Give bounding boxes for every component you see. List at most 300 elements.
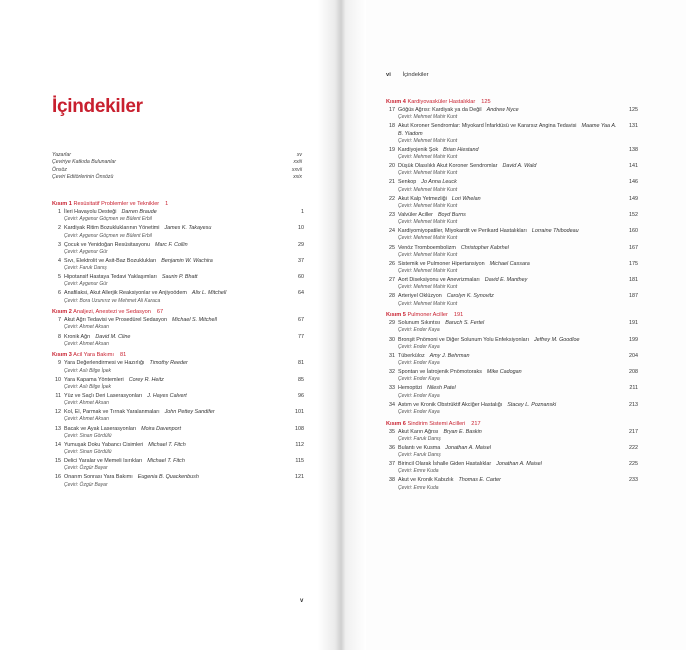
chapter-line bbox=[64, 290, 286, 297]
front-matter-item bbox=[52, 174, 302, 181]
section-page: 217 bbox=[471, 420, 481, 427]
chapter-translator: Çeviri: Emre Kuda bbox=[398, 468, 439, 475]
chapter-number: 38 bbox=[389, 477, 395, 484]
chapter-page: 213 bbox=[629, 401, 638, 408]
chapter-line bbox=[398, 461, 620, 468]
toc-entry bbox=[52, 409, 304, 423]
chapter-author: Saurin P. Bhatt bbox=[161, 274, 198, 281]
chapter-translator: Çeviri: Mehmet Mahir Kunt bbox=[398, 137, 458, 144]
chapter-page: 121 bbox=[295, 474, 304, 481]
chapter-line bbox=[398, 179, 620, 186]
toc-entry bbox=[386, 320, 638, 334]
toc-section bbox=[386, 98, 638, 307]
chapter-author: Timothy Reeder bbox=[149, 360, 188, 367]
section-label: Kısım 1 bbox=[52, 201, 72, 207]
chapter-number: 11 bbox=[55, 392, 61, 399]
front-matter-page: xxvii bbox=[291, 166, 302, 173]
chapter-line bbox=[64, 360, 286, 367]
chapter-number: 36 bbox=[389, 444, 395, 451]
left-toc-column bbox=[52, 200, 304, 492]
chapter-number: 2 bbox=[58, 225, 61, 232]
chapter-translator: Çeviri: Aygenur Gür bbox=[64, 281, 108, 288]
toc-entry bbox=[52, 317, 304, 331]
chapter-line bbox=[64, 242, 286, 249]
chapter-number: 19 bbox=[389, 146, 395, 153]
chapter-title: Kardiyak Ritim Bozukluklarının Yönetimi bbox=[64, 225, 160, 232]
toc-entry bbox=[52, 442, 304, 456]
book-gutter bbox=[318, 0, 366, 650]
chapter-translator: Çeviri: Emre Kuda bbox=[398, 484, 439, 491]
chapter-translator: Çeviri: Mehmet Mahir Kunt bbox=[398, 235, 458, 242]
chapter-line bbox=[64, 209, 286, 216]
chapter-page: 29 bbox=[298, 241, 304, 248]
chapter-author: Darren Braude bbox=[121, 209, 157, 215]
chapter-author: Nilesh Patel bbox=[426, 385, 456, 392]
section-heading bbox=[386, 311, 638, 319]
chapter-number: 30 bbox=[389, 336, 395, 343]
chapter-translator: Çeviri: Mehmet Mahir Kunt bbox=[398, 300, 458, 307]
chapter-author: Jonathan A. Maisel bbox=[496, 461, 542, 468]
chapter-number: 24 bbox=[389, 228, 395, 235]
section-page: 191 bbox=[453, 312, 464, 319]
toc-entry bbox=[386, 461, 638, 475]
chapter-number: 4 bbox=[58, 257, 61, 264]
chapter-title: Akut Koroner Sendromlar: Miyokard İnfarktüsü ve Kararsız Angina Tedavisi bbox=[398, 123, 577, 130]
chapter-translator: Çeviri: Aslı Bilge İpek bbox=[64, 367, 112, 374]
chapter-translator: Çeviri: Ahmet Aksan bbox=[64, 416, 109, 423]
toc-section bbox=[52, 200, 304, 304]
toc-entry bbox=[52, 360, 304, 374]
section-page: 1 bbox=[165, 201, 169, 207]
chapter-author: David M. Cline bbox=[95, 333, 131, 340]
chapter-title: Yüz ve Saçlı Deri Laserasyonları bbox=[64, 392, 143, 399]
chapter-number: 33 bbox=[389, 385, 395, 392]
chapter-author: Michael T. Fitch bbox=[147, 458, 185, 465]
chapter-author: Corey R. Heitz bbox=[128, 376, 164, 383]
chapter-page: 141 bbox=[629, 163, 638, 170]
chapter-translator: Çeviri: Mehmet Mahir Kunt bbox=[398, 284, 458, 291]
toc-entry bbox=[386, 212, 638, 226]
toc-entry bbox=[386, 385, 638, 399]
chapter-title: Arteriyel Oklüzyon bbox=[398, 293, 442, 300]
chapter-author: Baruch S. Fertel bbox=[445, 320, 485, 327]
chapter-title: Bulantı ve Kusma bbox=[398, 444, 441, 451]
chapter-title: Astım ve Kronik Obstrüktif Akciğer Hastalığı bbox=[398, 401, 503, 408]
chapter-title: Düşük Olasılıklı Akut Koroner Sendromlar bbox=[398, 163, 498, 170]
chapter-number: 18 bbox=[389, 123, 395, 130]
running-title: İçindekiler bbox=[402, 72, 429, 78]
chapter-number: 20 bbox=[389, 163, 395, 170]
chapter-line bbox=[398, 429, 620, 436]
chapter-number: 17 bbox=[389, 107, 395, 113]
chapter-author: Moira Davenport bbox=[141, 425, 181, 432]
chapter-translator: Çeviri: Ender Kaya bbox=[398, 360, 440, 367]
chapter-line bbox=[398, 212, 620, 219]
chapter-translator: Çeviri: Mehmet Mahir Kunt bbox=[398, 202, 458, 209]
chapter-author: Eugenia B. Quackenbush bbox=[137, 474, 199, 481]
chapter-number: 7 bbox=[58, 317, 61, 324]
toc-section bbox=[52, 308, 304, 347]
chapter-author: James K. Takayesu bbox=[164, 225, 212, 232]
toc-entry bbox=[52, 258, 304, 272]
section-title: Acil Yara Bakımı bbox=[73, 352, 114, 359]
chapter-number: 37 bbox=[389, 461, 395, 468]
section-page: 67 bbox=[156, 309, 164, 316]
chapter-page: 225 bbox=[629, 461, 638, 468]
chapter-translator: Çeviri: Mehmet Mahir Kunt bbox=[398, 170, 458, 177]
chapter-page: 152 bbox=[629, 211, 638, 218]
chapter-author: John Pettey Sandifer bbox=[164, 409, 215, 416]
chapter-line bbox=[398, 477, 620, 484]
chapter-title: Kol, El, Parmak ve Tırnak Yaralanmaları bbox=[64, 409, 160, 416]
chapter-page: 138 bbox=[629, 146, 638, 153]
chapter-author: Brian Hiestand bbox=[443, 146, 479, 153]
chapter-translator: Çeviri: Faruk Danış bbox=[398, 452, 441, 459]
chapter-number: 13 bbox=[55, 425, 61, 432]
chapter-title: Yara Değerlendirmesi ve Hazırlığı bbox=[64, 360, 145, 367]
chapter-title: Senkop bbox=[398, 179, 417, 186]
chapter-number: 23 bbox=[389, 211, 395, 218]
chapter-page: 67 bbox=[298, 317, 304, 324]
toc-section bbox=[386, 311, 638, 415]
front-matter-item bbox=[52, 152, 302, 159]
toc-entry bbox=[386, 337, 638, 351]
chapter-author: Thomas E. Carter bbox=[458, 477, 501, 484]
chapter-title: Sıvı, Elektrolit ve Asit-Baz Bozuklukları bbox=[64, 257, 157, 264]
toc-entry bbox=[386, 107, 638, 121]
chapter-translator: Çeviri: Aygenur Göçmen ve Bülent Erbil bbox=[64, 232, 152, 239]
chapter-translator: Çeviri: Ender Kaya bbox=[398, 327, 440, 334]
chapter-number: 31 bbox=[389, 352, 395, 359]
toc-entry bbox=[386, 196, 638, 210]
chapter-number: 6 bbox=[58, 290, 61, 297]
chapter-line bbox=[398, 277, 620, 284]
chapter-page: 233 bbox=[629, 477, 638, 484]
section-label: Kısım 4 bbox=[386, 99, 406, 105]
chapter-translator: Çeviri: Sinan Gördülü bbox=[64, 449, 112, 456]
front-matter-title: Önsöz bbox=[52, 166, 67, 173]
chapter-line bbox=[64, 474, 286, 481]
chapter-translator: Çeviri: Mehmet Mahir Kunt bbox=[398, 154, 458, 160]
chapter-page: 125 bbox=[629, 107, 638, 113]
chapter-title: Sistemik ve Pulmoner Hipertansiyon bbox=[398, 260, 485, 267]
chapter-author: Andrew Nyce bbox=[486, 107, 519, 113]
chapter-line bbox=[64, 393, 286, 400]
section-label: Kısım 2 bbox=[52, 309, 72, 316]
section-page: 81 bbox=[119, 352, 127, 359]
toc-entry bbox=[386, 261, 638, 275]
section-title: Resüsitatif Problemler ve Teknikler bbox=[73, 201, 160, 207]
chapter-page: 64 bbox=[298, 290, 304, 297]
chapter-page: 101 bbox=[295, 409, 304, 416]
toc-entry bbox=[386, 353, 638, 367]
front-matter-item bbox=[52, 159, 302, 166]
chapter-title: Delici Yaralar ve Memeli Isırıkları bbox=[64, 458, 143, 465]
chapter-line bbox=[64, 377, 286, 384]
chapter-page: 211 bbox=[629, 385, 638, 392]
chapter-title: Venöz Tromboembolizm bbox=[398, 244, 456, 251]
chapter-title: Çocuk ve Yenidoğan Resüsitasyonu bbox=[64, 241, 151, 248]
chapter-line bbox=[398, 163, 620, 170]
chapter-author: David A. Wald bbox=[502, 163, 537, 170]
toc-entry bbox=[386, 477, 638, 491]
chapter-author: Boyd Burns bbox=[437, 211, 466, 218]
chapter-number: 25 bbox=[389, 244, 395, 251]
chapter-title: Spontan ve İatrojenik Pnömotoraks bbox=[398, 369, 482, 376]
chapter-number: 15 bbox=[55, 458, 61, 465]
section-heading bbox=[52, 308, 304, 316]
section-heading bbox=[386, 420, 638, 428]
chapter-author: Michael Cassara bbox=[489, 260, 530, 267]
chapter-line bbox=[398, 228, 620, 235]
chapter-line bbox=[398, 293, 620, 300]
page-number-left: v bbox=[300, 598, 304, 604]
chapter-page: 204 bbox=[629, 352, 638, 359]
chapter-title: Göğüs Ağrısı: Kardiyak ya da Değil bbox=[398, 107, 482, 113]
chapter-title: Solunum Sıkıntısı bbox=[398, 320, 441, 327]
toc-entry bbox=[386, 179, 638, 193]
chapter-page: 217 bbox=[629, 428, 638, 435]
chapter-translator: Çeviri: Ender Kaya bbox=[398, 408, 440, 415]
toc-entry bbox=[52, 334, 304, 348]
chapter-page: 108 bbox=[295, 425, 304, 432]
chapter-title: Onarım Sonrası Yara Bakımı bbox=[64, 474, 133, 481]
front-matter-page: xxix bbox=[293, 174, 302, 181]
chapter-number: 29 bbox=[389, 320, 395, 327]
chapter-page: 37 bbox=[298, 257, 304, 264]
chapter-title: Yumuşak Doku Yabancı Cisimleri bbox=[64, 441, 144, 448]
chapter-line bbox=[64, 442, 286, 449]
front-matter-title: Çeviriye Katkıda Bulunanlar bbox=[52, 159, 117, 166]
chapter-page: 160 bbox=[629, 228, 638, 235]
chapter-number: 28 bbox=[389, 293, 395, 300]
chapter-author: Stacey L. Poznanski bbox=[507, 401, 557, 408]
chapter-translator: Çeviri: Aslı Bilge İpek bbox=[64, 383, 112, 390]
chapter-translator: Çeviri: Özgür Bayar bbox=[64, 481, 108, 488]
chapter-title: Kardiyomiyopatiler, Miyokardit ve Perikard Hastalıkları bbox=[398, 228, 527, 235]
chapter-title: Kronik Ağrı bbox=[64, 333, 91, 340]
chapter-translator: Çeviri: Ender Kaya bbox=[398, 376, 440, 383]
chapter-line bbox=[64, 225, 286, 232]
front-matter-title: Çeviri Editörlerinin Önsözü bbox=[52, 174, 114, 181]
chapter-line bbox=[64, 258, 286, 265]
section-heading bbox=[52, 351, 304, 359]
chapter-page: 131 bbox=[629, 123, 638, 130]
chapter-number: 16 bbox=[55, 474, 61, 481]
chapter-line bbox=[64, 274, 286, 281]
chapter-number: 27 bbox=[389, 277, 395, 284]
chapter-line bbox=[398, 123, 620, 137]
chapter-author: Mike Cadogan bbox=[486, 369, 522, 376]
chapter-author: Maame Yaa A. B. Yiadom bbox=[398, 123, 617, 137]
chapter-page: 81 bbox=[298, 360, 304, 367]
chapter-title: Aort Diseksiyonu ve Anevrizmaları bbox=[398, 277, 480, 284]
chapter-author: Michael T. Fitch bbox=[148, 441, 186, 448]
chapter-page: 191 bbox=[629, 320, 638, 327]
chapter-number: 32 bbox=[389, 369, 395, 376]
toc-entry bbox=[52, 393, 304, 407]
chapter-number: 3 bbox=[58, 241, 61, 248]
chapter-title: Tüberküloz bbox=[398, 352, 425, 359]
toc-entry bbox=[386, 293, 638, 307]
chapter-translator: Çeviri: Mehmet Mahir Kunt bbox=[398, 268, 458, 275]
chapter-number: 8 bbox=[58, 333, 61, 340]
chapter-translator: Çeviri: Mehmet Mahir Kunt bbox=[398, 114, 458, 121]
chapter-page: 149 bbox=[629, 195, 638, 202]
chapter-number: 10 bbox=[55, 376, 61, 383]
toc-entry bbox=[386, 402, 638, 416]
toc-entry bbox=[386, 445, 638, 459]
chapter-translator: Çeviri: Ahmet Aksan bbox=[64, 324, 109, 331]
chapter-line bbox=[398, 245, 620, 252]
chapter-page: 181 bbox=[629, 277, 638, 284]
chapter-translator: Çeviri: Ahmet Aksan bbox=[64, 400, 109, 407]
chapter-line bbox=[398, 261, 620, 268]
chapter-line bbox=[64, 426, 286, 433]
chapter-translator: Çeviri: Mehmet Mahir Kunt bbox=[398, 219, 458, 226]
running-header bbox=[386, 72, 429, 78]
chapter-title: Bacak ve Ayak Laserasyonları bbox=[64, 425, 137, 432]
toc-entry bbox=[386, 369, 638, 383]
chapter-author: Carolyn K. Synovitz bbox=[446, 293, 494, 300]
chapter-author: Jeffrey M. Goodloe bbox=[533, 336, 580, 343]
chapter-translator: Çeviri: Bora Uzunırız ve Mehmet Ali Karaca bbox=[64, 297, 161, 304]
page-number-right: vi bbox=[386, 72, 391, 78]
chapter-number: 12 bbox=[55, 409, 61, 416]
chapter-line bbox=[398, 107, 620, 114]
chapter-translator: Çeviri: Özgür Bayar bbox=[64, 465, 108, 472]
chapter-title: Birincil Olarak İshalle Giden Hastalıklar bbox=[398, 461, 492, 468]
chapter-line bbox=[64, 317, 286, 324]
toc-entry bbox=[52, 426, 304, 440]
chapter-translator: Çeviri: Mehmet Mahir Kunt bbox=[398, 251, 458, 258]
toc-entry bbox=[52, 290, 304, 304]
toc-entry bbox=[386, 429, 638, 443]
chapter-page: 222 bbox=[629, 444, 638, 451]
chapter-translator: Çeviri: Faruk Danış bbox=[64, 265, 107, 272]
chapter-title: Kardiyojenik Şok bbox=[398, 146, 439, 153]
chapter-page: 10 bbox=[298, 225, 304, 232]
chapter-title: Akut Karın Ağrısı bbox=[398, 428, 439, 435]
chapter-page: 115 bbox=[295, 458, 304, 465]
chapter-author: Bryan E. Baskin bbox=[443, 428, 482, 435]
chapter-number: 21 bbox=[389, 179, 395, 186]
chapter-page: 146 bbox=[629, 179, 638, 186]
toc-entry bbox=[386, 123, 638, 144]
chapter-line bbox=[398, 337, 620, 344]
chapter-line bbox=[398, 147, 620, 154]
chapter-page: 112 bbox=[295, 441, 304, 448]
chapter-line bbox=[398, 369, 620, 376]
toc-section bbox=[386, 420, 638, 492]
chapter-page: 96 bbox=[298, 392, 304, 399]
chapter-page: 167 bbox=[629, 244, 638, 251]
page-title: İçindekiler bbox=[52, 96, 143, 117]
chapter-number: 35 bbox=[389, 428, 395, 435]
chapter-page: 199 bbox=[629, 336, 638, 343]
chapter-title: Akut Ağrı Tedavisi ve Prosedürel Sedasyon bbox=[64, 317, 167, 324]
toc-section bbox=[52, 351, 304, 488]
chapter-title: Bronşit Pnömoni ve Diğer Solunum Yolu Enfeksiyonları bbox=[398, 336, 529, 343]
toc-entry bbox=[52, 458, 304, 472]
chapter-author: Michael S. Mitchell bbox=[171, 317, 217, 324]
chapter-line bbox=[64, 409, 286, 416]
toc-entry bbox=[52, 377, 304, 391]
chapter-translator: Çeviri: Ender Kaya bbox=[398, 392, 440, 399]
left-page bbox=[0, 0, 338, 650]
chapter-author: Lori Whelan bbox=[451, 195, 481, 202]
chapter-translator: Çeviri: Mehmet Mahir Kunt bbox=[398, 186, 458, 193]
chapter-title: Akut Kalp Yetmezliği bbox=[398, 195, 447, 202]
chapter-author: Christopher Kabrhel bbox=[460, 244, 509, 251]
chapter-title: İleri Havayolu Desteği bbox=[64, 209, 117, 215]
chapter-title: Akut ve Kronik Kabızlık bbox=[398, 477, 454, 484]
section-label: Kısım 3 bbox=[52, 352, 72, 359]
section-label: Kısım 6 bbox=[386, 420, 406, 427]
chapter-author: David E. Manthey bbox=[484, 277, 528, 284]
chapter-page: 77 bbox=[298, 333, 304, 340]
chapter-title: Hipotansif Hastaya Tedavi Yaklaşımları bbox=[64, 274, 157, 281]
chapter-number: 9 bbox=[58, 360, 61, 367]
toc-entry bbox=[52, 225, 304, 239]
chapter-translator: Çeviri: Sinan Gördülü bbox=[64, 432, 112, 439]
section-title: Kardiyovasküler Hastalıklar bbox=[407, 99, 476, 105]
toc-entry bbox=[52, 474, 304, 488]
chapter-page: 187 bbox=[629, 293, 638, 300]
chapter-translator: Çeviri: Ender Kaya bbox=[398, 343, 440, 350]
chapter-title: Yara Kapama Yöntemleri bbox=[64, 376, 124, 383]
chapter-translator: Çeviri: Faruk Danış bbox=[398, 435, 441, 442]
chapter-page: 1 bbox=[301, 209, 304, 215]
toc-entry bbox=[52, 242, 304, 256]
section-heading bbox=[52, 200, 304, 208]
chapter-translator: Çeviri: Aygenur Göçmen ve Bülent Erbil bbox=[64, 216, 152, 223]
toc-entry bbox=[386, 147, 638, 161]
chapter-number: 26 bbox=[389, 260, 395, 267]
toc-entry bbox=[52, 274, 304, 288]
chapter-line bbox=[398, 402, 620, 409]
chapter-title: Valvüler Aciller bbox=[398, 211, 433, 218]
chapter-translator: Çeviri: Aygenur Gür bbox=[64, 248, 108, 255]
section-title: Pulmoner Aciller bbox=[407, 312, 448, 319]
chapter-line bbox=[398, 445, 620, 452]
front-matter-list bbox=[52, 152, 302, 182]
chapter-translator: Çeviri: Ahmet Aksan bbox=[64, 340, 109, 347]
chapter-author: J. Hayes Calvert bbox=[147, 392, 187, 399]
chapter-number: 22 bbox=[389, 195, 395, 202]
chapter-line bbox=[64, 334, 286, 341]
chapter-line bbox=[398, 196, 620, 203]
chapter-author: Jonathan A. Maisel bbox=[445, 444, 491, 451]
chapter-author: Benjamin W. Wachira bbox=[161, 257, 213, 264]
chapter-author: Alix L. Mitchell bbox=[191, 290, 227, 297]
chapter-line bbox=[398, 320, 620, 327]
chapter-page: 85 bbox=[298, 376, 304, 383]
chapter-number: 1 bbox=[58, 209, 61, 215]
section-page: 125 bbox=[481, 99, 491, 105]
chapter-number: 14 bbox=[55, 441, 61, 448]
chapter-number: 34 bbox=[389, 401, 395, 408]
right-toc-column bbox=[386, 98, 638, 495]
chapter-title: Anafilaksi, Akut Allerjik Reaksiyonlar ve Anjiyoödem bbox=[64, 290, 187, 297]
toc-entry bbox=[386, 228, 638, 242]
section-heading bbox=[386, 98, 638, 106]
chapter-page: 60 bbox=[298, 274, 304, 281]
chapter-page: 175 bbox=[629, 260, 638, 267]
section-label: Kısım 5 bbox=[386, 312, 406, 319]
chapter-author: Lorraine Thibodeau bbox=[531, 228, 579, 235]
chapter-author: Jo Anna Leuck bbox=[421, 179, 457, 186]
